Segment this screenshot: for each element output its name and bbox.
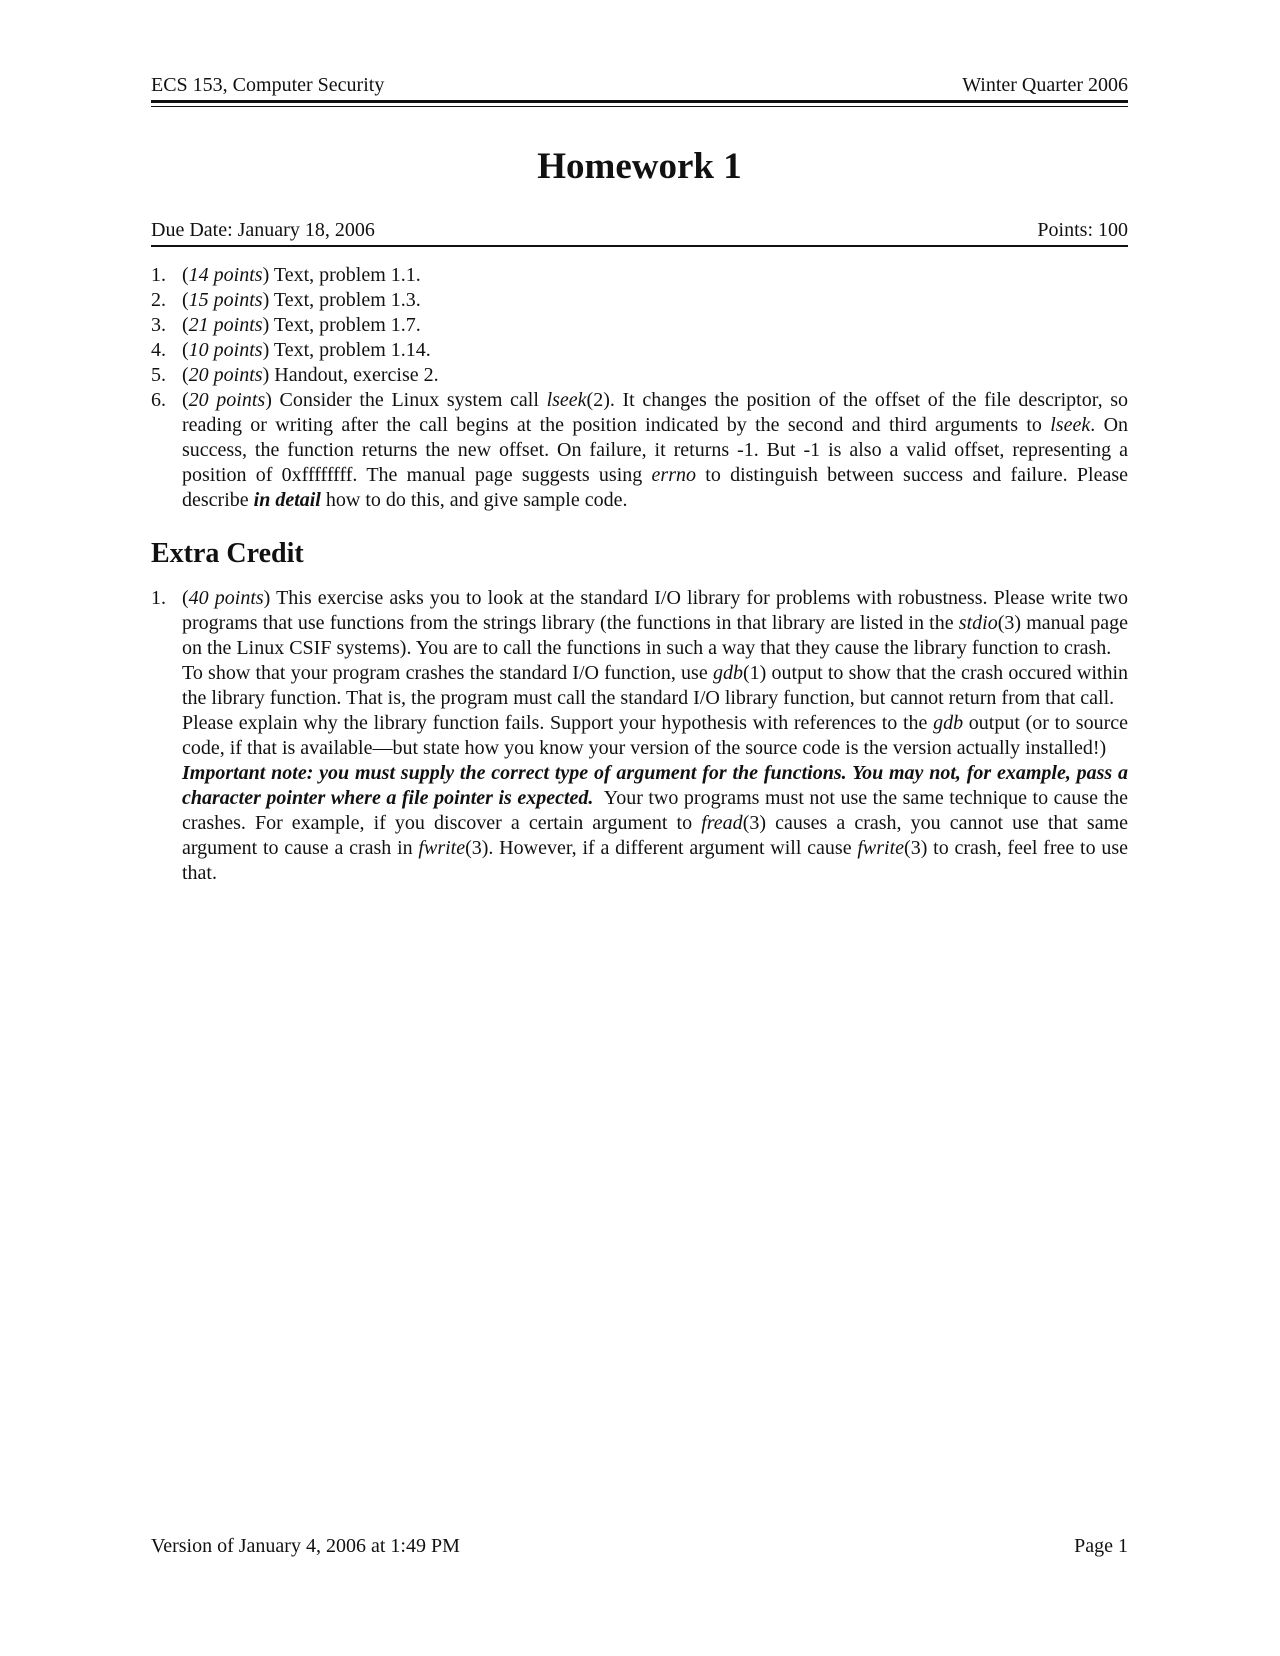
function-fread: fread <box>701 812 743 834</box>
paragraph-text: To show that your program crashes the standard I/O function, use <box>182 662 708 684</box>
section-heading-extra-credit: Extra Credit <box>151 538 304 569</box>
paragraph-text: (3). However, if a different argument will cause <box>465 837 852 859</box>
paragraph-text: (1) output to show that the crash occured within the library function. That is, the program must call the standard I/O library function, but cannot return from that call. <box>182 662 1129 709</box>
important-note: Important note: you must supply the correct type of argument for the functions. You may not, for example, pass a character pointer where a file pointer is expected. <box>182 762 1128 809</box>
function-fwrite: fwrite <box>857 837 905 859</box>
paragraph-text: Your two programs must not use the same technique to cause the crashes. For example, if you discover a certain argument to <box>182 787 1128 834</box>
problem-number: 1. <box>151 264 166 286</box>
problem-text: Consider the Linux system call <box>279 389 539 411</box>
problem-text: Handout, exercise 2. <box>274 364 439 386</box>
paragraph-text: (3) causes a crash, you cannot use that same argument to cause a crash in <box>182 812 1129 859</box>
problem-points: 20 points <box>188 364 263 386</box>
page-title: Homework 1 <box>537 146 742 187</box>
problem-item: 5. (20 points) Handout, exercise 2. <box>151 364 439 386</box>
header-rule-thin <box>151 106 1128 107</box>
header-rule-thick <box>151 100 1128 103</box>
problem-points: 21 points <box>188 314 263 336</box>
function-fwrite: fwrite <box>418 837 466 859</box>
page-number: Page 1 <box>1074 1535 1128 1557</box>
problem-item: 2. (15 points) Text, problem 1.3. <box>151 289 421 311</box>
paragraph-text: (3) to crash, feel free to use that. <box>182 837 1129 884</box>
variable-errno: errno <box>651 464 696 486</box>
extra-credit-list <box>151 586 1128 886</box>
extra-credit-paragraph: (40 points) This exercise asks you to look at the standard I/O library for problems with robustness. Please write two programs that use functions from the strings library (the functions in that library are listed in the stdio(3) manual page on the Linux CSIF systems). You are to call the functions in such a way that they cause the library function to crash. <box>182 587 1129 659</box>
problem-text: . On success, the function returns the new offset. On failure, it returns -1. But -1 is also a valid offset, representing a position of 0xffffffff. The manual page suggests using <box>182 414 1129 486</box>
command-lseek: lseek <box>546 389 587 411</box>
problem-text: Text, problem 1.14. <box>273 339 431 361</box>
problem-number: 2. <box>151 289 166 311</box>
version-date: Version of January 4, 2006 at 1:49 PM <box>151 1535 460 1557</box>
problem-list <box>151 263 1128 513</box>
tool-gdb: gdb <box>933 712 964 734</box>
running-header <box>151 73 1128 97</box>
due-date: Due Date: January 18, 2006 <box>151 219 375 241</box>
emphasis-in-detail: in detail <box>253 489 321 511</box>
problem-text: to distinguish between success and failure. Please describe <box>182 464 1129 511</box>
problem-points: 20 points <box>188 389 266 411</box>
problem-item: 4. (10 points) Text, problem 1.14. <box>151 339 431 361</box>
problem-text: (2). It changes the position of the offset of the file descriptor, so reading or writing after the call begins at the position indicated by the second and third arguments to <box>182 389 1128 436</box>
problem-points: 10 points <box>188 339 263 361</box>
problem-item: 1. (14 points) Text, problem 1.1. <box>151 264 421 286</box>
extra-credit-paragraph <box>182 661 1128 711</box>
extra-credit-paragraph <box>182 761 1128 886</box>
problem-points: 14 points <box>188 264 263 286</box>
meta-rule <box>151 245 1128 247</box>
problem-points: 40 points <box>188 587 264 609</box>
problem-number: 4. <box>151 339 166 361</box>
problem-item: 3. (21 points) Text, problem 1.7. <box>151 314 421 336</box>
problem-text: Text, problem 1.7. <box>273 314 421 336</box>
problem-number: 1. <box>151 587 166 609</box>
command-lseek: lseek <box>1050 414 1091 436</box>
problem-number: 6. <box>151 389 166 411</box>
problem-number: 3. <box>151 314 166 336</box>
term: Winter Quarter 2006 <box>962 74 1128 96</box>
manpage-stdio: stdio <box>958 612 998 634</box>
course-name: ECS 153, Computer Security <box>151 74 385 96</box>
paragraph-text: (3) manual page on the Linux CSIF systems). You are to call the functions in such a way that they cause the library function to crash. <box>182 612 1129 659</box>
problem-text: Text, problem 1.3. <box>273 289 421 311</box>
total-points: Points: 100 <box>1037 219 1128 241</box>
problem-points: 15 points <box>188 289 263 311</box>
assignment-meta <box>151 218 1128 242</box>
tool-gdb: gdb <box>712 662 743 684</box>
problem-text: how to do this, and give sample code. <box>325 489 628 511</box>
problem-number: 5. <box>151 364 166 386</box>
paragraph-text: output (or to source code, if that is available—but state how you know your version of the source code is the version actually installed!) <box>182 712 1129 759</box>
extra-credit-paragraph <box>182 711 1128 761</box>
extra-credit-item <box>151 586 1128 886</box>
document-page <box>151 0 1128 1656</box>
page-footer <box>151 1534 1128 1558</box>
paragraph-text: Please explain why the library function fails. Support your hypothesis with references to the <box>182 712 928 734</box>
paragraph-text: This exercise asks you to look at the standard I/O library for problems with robustness. Please write two programs that use functions from the strings library (the functions in that library are listed in the <box>182 587 1128 634</box>
problem-item: 6. (20 points) Consider the Linux system call lseek(2). It changes the position of the offset of the file descriptor, so reading or writing after the call begins at the position indicated by the second and third arguments to lseek. On success, the function returns the new offset. On failure, it returns -1. But -1 is also a valid offset, representing a position of 0xffffffff. The manual page suggests using errno to distinguish between success and failure. Please describe in detail how to do this, and give sample code. <box>151 389 1129 511</box>
problem-text: Text, problem 1.1. <box>273 264 421 286</box>
